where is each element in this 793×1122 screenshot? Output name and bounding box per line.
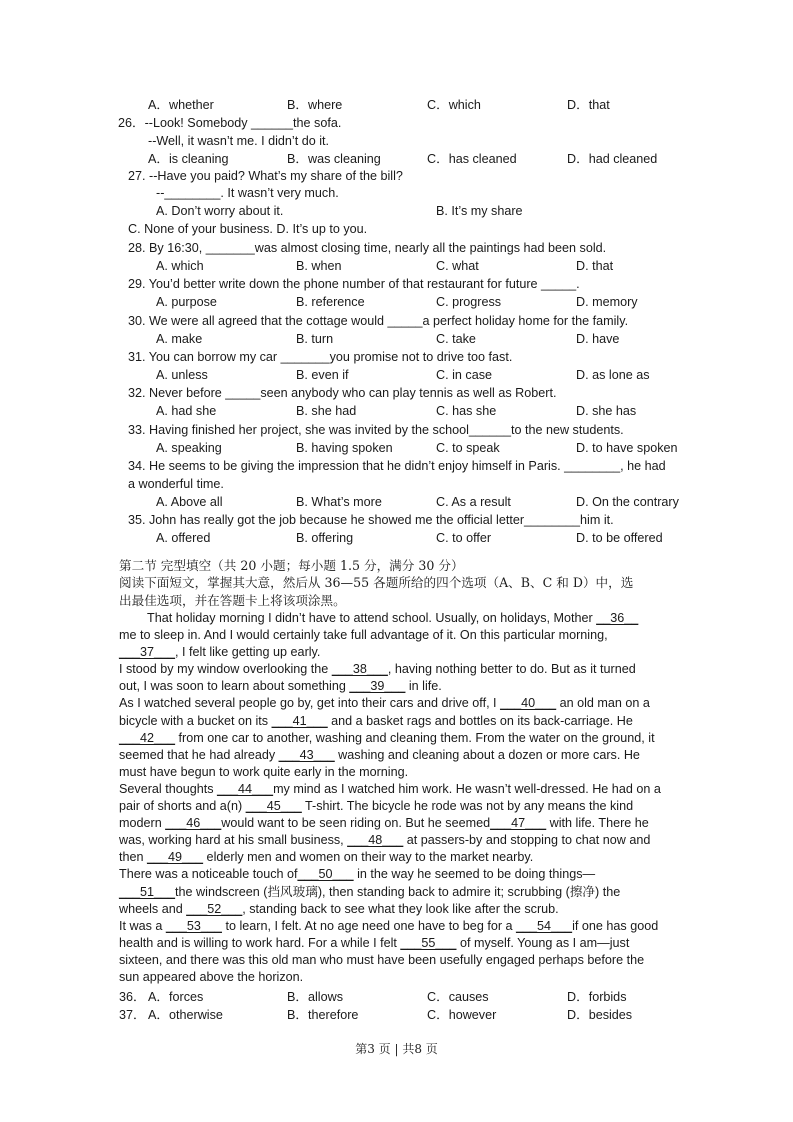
blank-52: ___52___ — [186, 901, 243, 916]
blank-49: ___49___ — [147, 850, 204, 865]
blank-47: ___47___ — [490, 816, 547, 831]
blank-48: ___48___ — [347, 833, 404, 848]
q34-stem: 34. He seems to be giving the impression that he didn’t enjoy himself in Paris. ________, he had — [128, 459, 666, 473]
q31-option-c: C. in case — [436, 368, 492, 382]
q29-option-d: D. memory — [576, 295, 638, 309]
blank-36: __36__ — [596, 611, 639, 625]
q25-option-a: A．whether — [148, 98, 214, 112]
blank-44: ___44___ — [217, 781, 274, 796]
q27-reply: --________. It wasn’t very much. — [156, 186, 339, 200]
q28-stem: 28. By 16:30, _______was almost closing time, nearly all the paintings had been sold. — [128, 241, 607, 255]
blank-40: ___40___ — [500, 696, 557, 711]
q26-stem: 26．--Look! Somebody ______the sofa. — [118, 116, 342, 130]
q28-option-b: B. when — [296, 259, 342, 273]
blank-45: ___45___ — [245, 799, 302, 814]
q30-option-d: D. have — [576, 332, 620, 346]
q26-option-d: D．had cleaned — [567, 152, 658, 166]
q32-option-b: B. she had — [296, 404, 357, 418]
q27-option-a: A. Don’t worry about it. — [156, 204, 284, 218]
q36-option-a: A．forces — [148, 990, 204, 1004]
q28-option-d: D. that — [576, 259, 614, 273]
q27-option-cd: C. None of your business. D. It’s up to you. — [128, 222, 368, 236]
q29-option-c: C. progress — [436, 295, 502, 309]
blank-43: ___43___ — [278, 747, 335, 762]
q34-stem-cont: a wonderful time. — [128, 477, 224, 491]
q33-option-d: D. to have spoken — [576, 441, 678, 455]
q36-option-c: C．causes — [427, 990, 489, 1004]
q33-option-b: B. having spoken — [296, 441, 393, 455]
blank-37: ___37___ — [119, 645, 176, 660]
blank-42: ___42___ — [119, 730, 176, 745]
q26-option-a: A．is cleaning — [148, 152, 229, 166]
q34-option-b: B. What’s more — [296, 495, 382, 509]
q25-option-d: D．that — [567, 98, 610, 112]
q25-option-b: B．where — [287, 98, 343, 112]
q37-option-d: D．besides — [567, 1008, 633, 1022]
blank-51: ___51___ — [119, 884, 176, 899]
blank-50: ___50___ — [297, 867, 354, 882]
q34-option-a: A. Above all — [156, 495, 223, 509]
q27-option-b: B. It’s my share — [436, 204, 523, 218]
section-instruction-1: 阅读下面短文，掌握其大意，然后从 36—55 各题所给的四个选项（A、B、C 和 D）中，选 — [119, 575, 634, 590]
q29-option-a: A. purpose — [156, 295, 217, 309]
q31-option-b: B. even if — [296, 368, 349, 382]
q37-option-c: C．however — [427, 1008, 497, 1022]
page-footer: 第3 页 | 共8 页 — [355, 1042, 438, 1056]
blank-46: ___46___ — [165, 816, 222, 831]
q32-option-a: A. had she — [156, 404, 217, 418]
cloze-passage: That holiday morning I didn’t have to attend school. Usually, on holidays, Mother __36__ me to sleep in. And I would certainly take full advantage of it. On this particular morning, ___37___, I felt like getting up early. I stood by my window overlooking the ___38___, having nothing better to do. But as it turned out, I was soon to learn about something ___39___ in life. As I watched several people go by, get into their cars and drive off, I ___40___ an old man on a bicycle with a bucket on its ___41___ and a basket rags and bottles on its back-carriage. He ___42___ from one car to another, washing and cleaning them. From the water on the ground, it seemed that he had already ___43___ washing and cleaning about a dozen or more cars. He must have begun to work quite early in the morning. Several thoughts ___44___my mind as I watched him work. He wasn’t well-dressed. He had on a pair of shorts and a(n) ___45___ T-shirt. The bicycle he rode was not by any means the kind modern ___46___would want to be seen riding on. But he seemed___47___ with life. There he was, working hard at his small business, ___48___ at passers-by and stopping to chat now and then ___49___ elderly men and women on their way to the market nearby. There was a noticeable touch of___50___ in the way he seemed to be doing things— ___51___the windscreen (挡风玻璃), then standing back to admire it; scrubbing (擦净) the wheels and ___52___, standing back to see what they look like after the scrub. It was a ___53___ to learn, I felt. At no age need one have to beg for a ___54___if one has good health and is willing to work hard. For a while I felt ___55___ of myself. Young as I am—just sixteen, and there was this old man who must have been usefully engaged perhaps before the sun appeared above the horizon. — [119, 611, 661, 984]
q32-stem: 32. Never before _____seen anybody who can play tennis as well as Robert. — [128, 386, 557, 400]
q28-option-a: A. which — [156, 259, 204, 273]
q29-option-b: B. reference — [296, 295, 365, 309]
q35-option-c: C. to offer — [436, 531, 492, 545]
q26-option-b: B．was cleaning — [287, 152, 381, 166]
q31-option-d: D. as lone as — [576, 368, 650, 382]
q35-option-a: A. offered — [156, 531, 211, 545]
blank-38: ___38___ — [331, 662, 388, 677]
q33-option-a: A. speaking — [156, 441, 222, 455]
q30-option-c: C. take — [436, 332, 476, 346]
q37-number: 37． — [119, 1008, 146, 1022]
q29-stem: 29. You’d better write down the phone number of that restaurant for future _____. — [128, 277, 580, 291]
q32-option-c: C. has she — [436, 404, 497, 418]
q26-option-c: C．has cleaned — [427, 152, 517, 166]
q26-reply: --Well, it wasn’t me. I didn’t do it. — [148, 134, 330, 148]
q31-option-a: A. unless — [156, 368, 208, 382]
q30-option-a: A. make — [156, 332, 203, 346]
q34-option-d: D. On the contrary — [576, 495, 679, 509]
blank-41: ___41___ — [271, 713, 328, 728]
blank-53: ___53___ — [165, 918, 222, 933]
q28-option-c: C. what — [436, 259, 479, 273]
q31-stem: 31. You can borrow my car _______you promise not to drive too fast. — [128, 350, 513, 364]
q27-stem: 27. --Have you paid? What’s my share of the bill? — [128, 169, 403, 183]
q35-stem: 35. John has really got the job because he showed me the official letter________him it. — [128, 513, 614, 527]
q36-number: 36． — [119, 990, 146, 1004]
q34-option-c: C. As a result — [436, 495, 511, 509]
q25-option-c: C．which — [427, 98, 481, 112]
q36-option-b: B．allows — [287, 990, 343, 1004]
section-instruction-2: 出最佳选项，并在答题卡上将该项涂黑。 — [119, 593, 346, 608]
q37-option-a: A．otherwise — [148, 1008, 223, 1022]
q30-option-b: B. turn — [296, 332, 334, 346]
q32-option-d: D. she has — [576, 404, 637, 418]
q37-option-b: B．therefore — [287, 1008, 359, 1022]
q33-option-c: C. to speak — [436, 441, 500, 455]
q35-option-d: D. to be offered — [576, 531, 663, 545]
blank-39: ___39___ — [349, 679, 406, 694]
q33-stem: 33. Having finished her project, she was invited by the school______to the new students. — [128, 423, 624, 437]
q36-option-d: D．forbids — [567, 990, 627, 1004]
blank-54: ___54___ — [516, 918, 573, 933]
q30-stem: 30. We were all agreed that the cottage would _____a perfect holiday home for the family. — [128, 314, 629, 328]
section-heading: 第二节 完型填空（共 20 小题；每小题 1.5 分，满分 30 分） — [119, 558, 464, 573]
q35-option-b: B. offering — [296, 531, 354, 545]
blank-55: ___55___ — [400, 935, 457, 950]
